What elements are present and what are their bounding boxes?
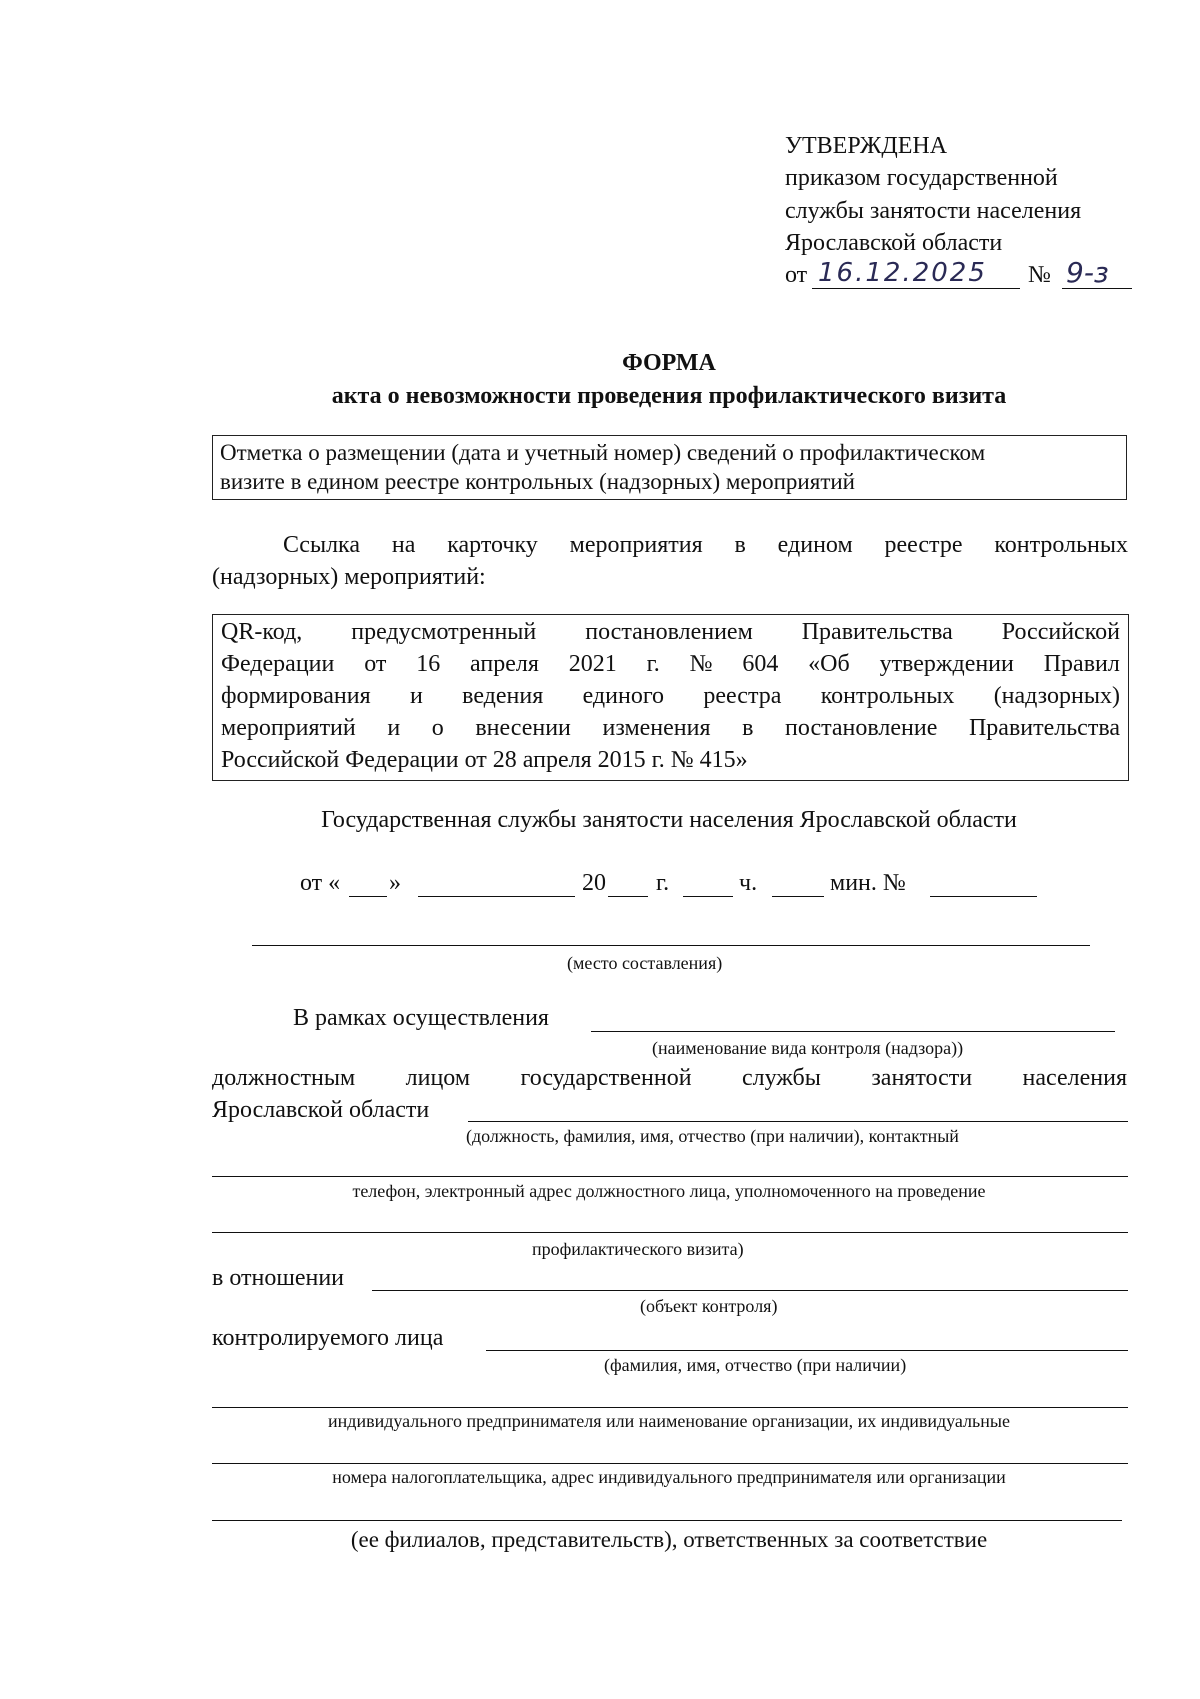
approval-line-2: службы занятости населения [785, 198, 1082, 224]
official-blank-line-3 [212, 1232, 1128, 1233]
approval-date-handwritten: 16.12.2025 [818, 258, 987, 288]
approval-number-handwritten: 9-з [1066, 256, 1109, 289]
official-blank-line-2 [212, 1176, 1128, 1177]
date-from-label: от « [300, 870, 341, 896]
person-caption-4: (ее филиалов, представительств), ответственных за соответствие [350, 1527, 988, 1552]
person-blank-line-2 [212, 1407, 1128, 1408]
control-label: В рамках осуществления [293, 1005, 549, 1031]
link-paragraph-line-1: Ссылка на карточку мероприятия в едином реестре контрольных [283, 532, 1128, 558]
approval-date-line [812, 288, 1020, 289]
form-subtitle: акта о невозможности проведения профилактического визита [331, 383, 1007, 409]
qr-line-3: формирования и ведения единого реестра контрольных (надзорных) [221, 683, 1120, 709]
date-close-quote: » [389, 870, 401, 896]
official-caption-2: телефон, электронный адрес должностного лица, уполномоченного на проведение [352, 1181, 986, 1201]
qr-line-2: Федерации от 16 апреля 2021 г. № 604 «Об утверждении Правил [221, 651, 1120, 677]
person-label: контролируемого лица [212, 1325, 444, 1351]
object-blank-line [372, 1290, 1128, 1291]
act-number-blank [930, 896, 1037, 897]
date-minutes-blank [772, 896, 824, 897]
control-caption: (наименование вида контроля (надзора)) [652, 1038, 964, 1058]
approval-line-3: Ярославской области [785, 230, 1003, 256]
form-title: ФОРМА [622, 350, 716, 376]
registry-mark-line-2: визите в едином реестре контрольных (надзорных) мероприятий [220, 469, 855, 494]
object-caption: (объект контроля) [640, 1296, 778, 1316]
date-hours-label: ч. [739, 870, 758, 896]
link-paragraph-line-2: (надзорных) мероприятий: [212, 564, 486, 590]
place-caption: (место составления) [567, 953, 723, 973]
date-year-blank [608, 896, 648, 897]
official-blank-line-1 [468, 1121, 1128, 1122]
registry-mark-line-1: Отметка о размещении (дата и учетный номер) сведений о профилактическом [220, 440, 986, 465]
date-minutes-label: мин. № [830, 870, 906, 896]
qr-line-1: QR-код, предусмотренный постановлением Правительства Российской [221, 619, 1120, 645]
person-blank-line-1 [486, 1350, 1128, 1351]
approval-title: УТВЕРЖДЕНА [785, 133, 948, 159]
approval-line-1: приказом государственной [785, 165, 1058, 191]
person-caption-1: (фамилия, имя, отчество (при наличии) [604, 1355, 907, 1375]
qr-line-4: мероприятий и о внесении изменения в постановление Правительства [221, 715, 1120, 741]
date-year-suffix: г. [656, 870, 670, 896]
official-caption-3: профилактического визита) [532, 1239, 744, 1259]
official-line-1: должностным лицом государственной службы занятости населения [212, 1065, 1127, 1091]
date-day-blank [349, 896, 387, 897]
control-blank-line [591, 1031, 1115, 1032]
person-caption-3: номера налогоплательщика, адрес индивидуального предпринимателя или организации [332, 1467, 1006, 1487]
place-blank-line [252, 945, 1090, 946]
date-month-blank [418, 896, 575, 897]
agency-name: Государственная службы занятости населения Ярославской области [321, 807, 1017, 833]
qr-line-5: Российской Федерации от 28 апреля 2015 г. № 415» [221, 747, 748, 773]
official-line-2: Ярославской области [212, 1097, 430, 1123]
date-year-prefix: 20 [582, 870, 606, 896]
person-blank-line-3 [212, 1463, 1128, 1464]
object-label: в отношении [212, 1265, 345, 1291]
date-hours-blank [683, 896, 733, 897]
approval-number-prefix: № [1028, 262, 1051, 288]
official-caption-1: (должность, фамилия, имя, отчество (при наличии), контактный [466, 1126, 959, 1146]
approval-date-prefix: от [785, 262, 808, 288]
person-caption-2: индивидуального предпринимателя или наименование организации, их индивидуальные [328, 1411, 1010, 1431]
person-blank-line-4 [212, 1520, 1122, 1521]
